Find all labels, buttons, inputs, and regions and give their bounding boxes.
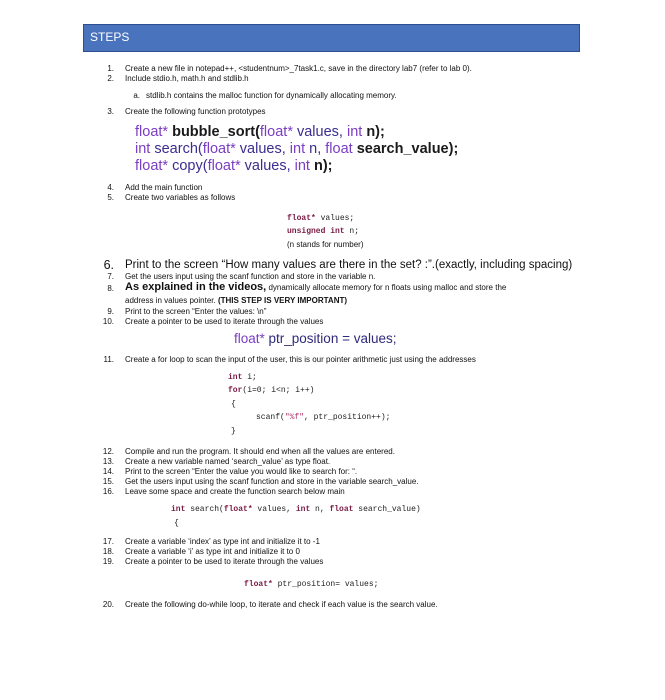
step-number-16: 16. [102,487,114,496]
step-number-2a: a. [133,91,140,100]
step-8-line-1 [125,282,506,293]
proto-2-param-type-3: float [325,141,353,157]
step-number-7: 7. [107,272,114,281]
step-12-text: Compile and run the program. It should end when all the values are entered. [125,447,395,456]
proto-1-param-2: n); [362,124,385,140]
step-number-1: 1. [107,64,114,73]
loop-scanf-call [256,413,390,423]
search-param-type-2: int [295,505,311,514]
var-n-type: unsigned int [287,227,345,236]
step-8-rest: dynamically allocate memory for n floats using malloc and store the [268,283,507,292]
proto-1-param-type: float* [259,124,293,140]
search-param-1: values, [252,505,296,514]
steps-banner [83,24,580,52]
ptr-position-2-assignment: ptr_position= values; [272,580,379,589]
prototype-bubble-sort [135,124,385,141]
step-number-6: 6. [103,258,114,272]
step-number-2: 2. [107,74,114,83]
search-param-3: search_value) [353,505,421,514]
var-n-note: (n stands for number) [287,240,364,249]
loop-for-header [228,386,314,396]
step-number-15: 15. [102,477,114,486]
step-number-4: 4. [107,183,114,192]
proto-1-name: bubble_sort( [168,124,260,140]
step-13-text: Create a new variable named ‘search_value’ as type float. [125,457,331,466]
step-number-3: 3. [107,107,114,116]
ptr-position-decl-2 [244,580,378,590]
step-19-text: Create a pointer to be used to iterate through the values [125,557,324,566]
step-10-text: Create a pointer to be used to iterate through the values [125,317,324,326]
step-16-text: Leave some space and create the function search below main [125,487,345,496]
step-8-line2-text: address in values pointer. [125,296,216,305]
step-number-5: 5. [107,193,114,202]
proto-3-param-type-2: int [294,158,310,174]
prototype-copy [135,158,333,175]
ptr-position-2-type: float* [244,580,273,589]
proto-2-param-type-2: int [289,141,306,157]
ptr-position-decl [234,331,397,347]
step-8-important: (THIS STEP IS VERY IMPORTANT) [217,296,348,305]
var-values-decl [287,214,354,224]
step-number-12: 12. [102,447,114,456]
step-number-11: 11. [103,355,114,364]
loop-for-condition: (i=0; i<n; i++) [242,386,315,395]
search-param-2: n, [310,505,330,514]
step-2-text: Include stdio.h, math.h and stdlib.h [125,74,249,83]
step-number-19: 19. [102,557,114,566]
step-17-text: Create a variable ‘index’ as type int and initialize it to -1 [125,537,320,546]
proto-2-param-type: float* [202,141,236,157]
proto-1-return-type: float* [135,124,169,140]
step-5-text: Create two variables as follows [125,193,236,202]
var-n-decl [287,227,359,237]
proto-1-param-type-2: int [346,124,363,140]
banner-title: STEPS [90,30,130,44]
step-number-20: 20. [102,600,114,609]
step-number-14: 14. [102,467,114,476]
step-15-text: Get the users input using the scanf function and store in the variable search_value. [125,477,419,486]
step-number-10: 10. [102,317,114,326]
step-number-8: 8. [107,284,114,293]
step-8-line-2 [125,296,347,306]
step-8-bold: As explained in the videos, [125,281,267,293]
ptr-position-type: float* [234,331,265,346]
loop-int-type: int [228,373,243,382]
search-function-signature [171,505,421,515]
proto-2-return-type: int [135,141,151,157]
proto-3-param-type: float* [207,158,241,174]
step-7-text: Get the users input using the scanf function and store in the variable n. [125,272,376,281]
proto-2-param-1: values, [235,141,290,157]
loop-close-brace: } [231,427,236,436]
proto-1-param-1: values, [292,124,347,140]
loop-int-decl [228,373,257,383]
step-2a-text: stdlib.h contains the malloc function for dynamically allocating memory. [146,91,397,100]
step-3-text: Create the following function prototypes [125,107,266,116]
search-return-type: int [171,505,186,514]
step-18-text: Create a variable ‘i’ as type int and initialize it to 0 [125,547,300,556]
proto-2-param-3: search_value); [352,141,459,157]
prototype-search [135,141,458,158]
search-name: search( [185,505,224,514]
proto-2-param-2: n, [305,141,326,157]
step-11-text: Create a for loop to scan the input of the user, this is our pointer arithmetic just using the addresses [125,355,476,364]
proto-3-return-type: float* [135,158,169,174]
step-number-18: 18. [102,547,114,556]
var-values-type: float* [287,214,316,223]
loop-for-keyword: for [228,386,243,395]
proto-2-name: search( [150,141,203,157]
loop-open-brace: { [231,400,236,409]
search-param-type-3: float [329,505,354,514]
loop-int-name: i; [242,373,257,382]
proto-3-param-2: n); [309,158,333,174]
step-4-text: Add the main function [125,183,203,192]
search-param-type-1: float* [223,505,253,514]
loop-scanf-format: "%f" [284,413,305,422]
step-20-text: Create the following do-while loop, to iterate and check if each value is the search value. [125,600,438,609]
step-9-text: Print to the screen “Enter the values: \n” [125,307,267,316]
step-14-text: Print to the screen “Enter the value you would like to search for: “. [125,467,358,476]
proto-3-name: copy( [168,158,208,174]
loop-scanf-args: , ptr_position++); [304,413,391,422]
step-number-9: 9. [107,307,114,316]
var-n-name: n; [344,227,360,236]
proto-3-param-1: values, [240,158,295,174]
ptr-position-assignment: ptr_position = values; [264,331,397,346]
step-6-text: Print to the screen “How many values are there in the set? :”.(exactly, including spacing) [125,259,573,271]
step-number-13: 13. [102,457,114,466]
search-open-brace: { [174,519,179,528]
step-number-17: 17. [102,537,114,546]
var-values-name: values; [315,214,355,223]
step-1-text: Create a new file in notepad++, <studentnum>_7task1.c, save in the directory lab7 (refer to lab 0). [125,64,472,73]
loop-scanf-name: scanf( [256,413,285,422]
